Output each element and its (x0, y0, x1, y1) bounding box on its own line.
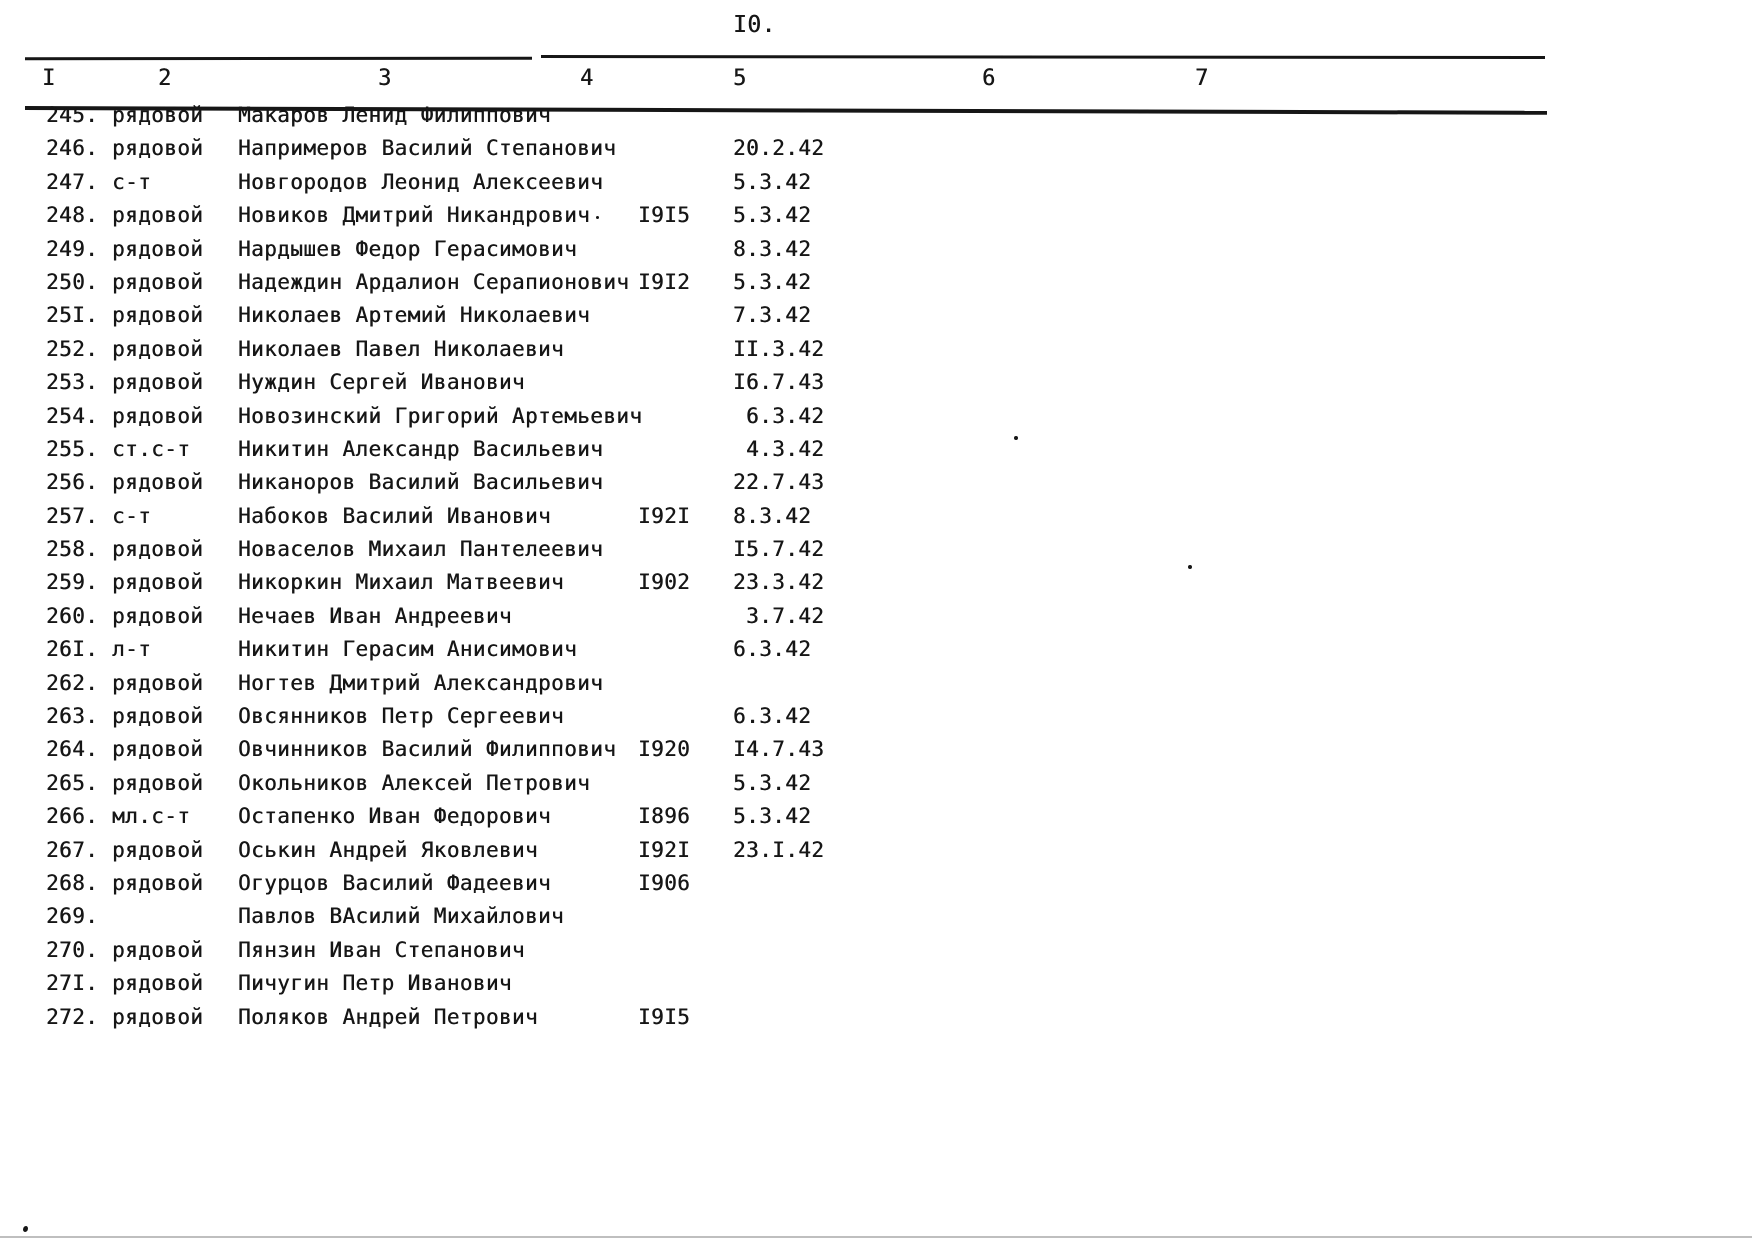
table-row (0, 333, 1752, 366)
column-header-2: 2 (158, 66, 172, 91)
birth-year-cell: I92I (638, 503, 691, 528)
full-name-cell: Ногтев Дмитрий Александрович (238, 670, 604, 695)
table-row (0, 166, 1752, 199)
row-number-cell: 252. (46, 336, 99, 361)
full-name-cell: Никитин Герасим Анисимович (238, 637, 578, 662)
rank-cell: рядовой (112, 470, 204, 495)
date-cell: 3.7.42 (733, 603, 825, 628)
column-header-4: 4 (580, 66, 594, 91)
row-number-cell: 260. (46, 603, 99, 628)
row-number-cell: 26I. (46, 637, 99, 662)
full-name-cell: Пянзин Иван Степанович (238, 937, 525, 962)
row-number-cell: 263. (46, 704, 99, 729)
row-number-cell: 264. (46, 737, 99, 762)
row-number-cell: 257. (46, 503, 99, 528)
table-row (0, 700, 1752, 733)
rank-cell: рядовой (112, 103, 204, 127)
table-row (0, 934, 1752, 967)
rank-cell: рядовой (112, 770, 204, 795)
rank-cell: рядовой (112, 837, 204, 862)
date-cell: I6.7.43 (733, 370, 825, 395)
rank-cell: рядовой (112, 537, 204, 562)
rank-cell: с-т (112, 503, 152, 528)
row-number-cell: 249. (46, 236, 99, 261)
row-number-cell: 265. (46, 770, 99, 795)
full-name-cell: Окольников Алексей Петрович (238, 770, 591, 795)
date-cell: 6.3.42 (733, 704, 812, 729)
birth-year-cell: I92I (638, 837, 691, 862)
full-name-cell: Никитин Александр Васильевич (238, 436, 604, 461)
full-name-cell: Овсянников Петр Сергеевич (238, 704, 565, 729)
rank-cell: мл.с-т (112, 804, 191, 829)
row-number-cell: 255. (46, 436, 99, 461)
rank-cell: л-т (112, 637, 152, 662)
table-row (0, 132, 1752, 165)
row-number-cell: 269. (46, 904, 99, 929)
table-row (0, 566, 1752, 599)
rank-cell: рядовой (112, 370, 204, 395)
date-cell: II.3.42 (733, 336, 825, 361)
rank-cell: рядовой (112, 870, 204, 895)
date-cell: 6.3.42 (733, 403, 825, 428)
table-row (0, 266, 1752, 299)
row-number-cell: 272. (46, 1004, 99, 1029)
date-cell: 4.3.42 (733, 436, 825, 461)
row-number-cell: 250. (46, 269, 99, 294)
full-name-cell: Никаноров Василий Васильевич (238, 470, 604, 495)
rank-cell: рядовой (112, 236, 204, 261)
birth-year-cell: I906 (638, 870, 691, 895)
row-number-cell: 248. (46, 203, 99, 228)
date-cell: 5.3.42 (733, 203, 812, 228)
table-row (0, 900, 1752, 933)
table-row (0, 967, 1752, 1000)
rank-cell: рядовой (112, 303, 204, 328)
rank-cell: рядовой (112, 737, 204, 762)
full-name-cell: Николаев Артемий Николаевич (238, 303, 591, 328)
row-number-cell: 253. (46, 370, 99, 395)
rank-cell: рядовой (112, 1004, 204, 1029)
full-name-cell: Новиков Дмитрий Никандрович (238, 203, 591, 228)
full-name-cell: Остапенко Иван Федорович (238, 804, 552, 829)
date-cell: 6.3.42 (733, 637, 812, 662)
scan-speck (1188, 565, 1192, 569)
rank-cell: ст.с-т (112, 436, 191, 461)
date-cell: 7.3.42 (733, 303, 812, 328)
scan-speck (596, 216, 599, 219)
birth-year-cell: I9I5 (638, 1004, 691, 1029)
row-number-cell: 245. (46, 103, 99, 127)
full-name-cell: Огурцов Василий Фадеевич (238, 870, 552, 895)
birth-year-cell: I902 (638, 570, 691, 595)
birth-year-cell: I920 (638, 737, 691, 762)
header-top-rule-right (541, 55, 1545, 59)
date-cell: 20.2.42 (733, 136, 825, 161)
rank-cell: с-т (112, 169, 152, 194)
table-row (0, 433, 1752, 466)
row-number-cell: 262. (46, 670, 99, 695)
scan-speck (23, 1226, 28, 1232)
date-cell: 8.3.42 (733, 236, 812, 261)
full-name-cell: Никоркин Михаил Матвеевич (238, 570, 565, 595)
full-name-cell: Поляков Андрей Петрович (238, 1004, 538, 1029)
date-cell: 23.3.42 (733, 570, 825, 595)
full-name-cell: Макаров Ленид Филиппович (238, 103, 552, 127)
table-row (0, 834, 1752, 867)
date-cell: 5.3.42 (733, 269, 812, 294)
table-row (0, 299, 1752, 332)
date-cell: 5.3.42 (733, 804, 812, 829)
rank-cell: рядовой (112, 670, 204, 695)
rank-cell: рядовой (112, 336, 204, 361)
row-number-cell: 258. (46, 537, 99, 562)
full-name-cell: Новаселов Михаил Пантелеевич (238, 537, 604, 562)
rank-cell: рядовой (112, 203, 204, 228)
date-cell: 5.3.42 (733, 169, 812, 194)
rank-cell: рядовой (112, 136, 204, 161)
table-row (0, 233, 1752, 266)
rank-cell: рядовой (112, 603, 204, 628)
table-row (0, 466, 1752, 499)
row-number-cell: 27I. (46, 971, 99, 996)
column-header-1: I (42, 66, 56, 91)
full-name-cell: Надеждин Ардалион Серапионович (238, 269, 630, 294)
table-row (0, 667, 1752, 700)
birth-year-cell: I9I2 (638, 269, 691, 294)
date-cell: 23.I.42 (733, 837, 825, 862)
table-row (0, 400, 1752, 433)
date-cell: 5.3.42 (733, 770, 812, 795)
row-number-cell: 254. (46, 403, 99, 428)
table-row (0, 767, 1752, 800)
row-number-cell: 267. (46, 837, 99, 862)
rank-cell: рядовой (112, 403, 204, 428)
table-row (0, 600, 1752, 633)
table-row (0, 1001, 1752, 1034)
row-number-cell: 247. (46, 169, 99, 194)
date-cell: I4.7.43 (733, 737, 825, 762)
birth-year-cell: I896 (638, 804, 691, 829)
full-name-cell: Нечаев Иван Андреевич (238, 603, 512, 628)
row-number-cell: 268. (46, 870, 99, 895)
full-name-cell: Оськин Андрей Яковлевич (238, 837, 538, 862)
column-header-6: 6 (982, 66, 996, 91)
full-name-cell: Овчинников Василий Филиппович (238, 737, 617, 762)
row-number-cell: 256. (46, 470, 99, 495)
table-row (0, 733, 1752, 766)
column-header-3: 3 (378, 66, 392, 91)
full-name-cell: Новгородов Леонид Алексеевич (238, 169, 604, 194)
row-number-cell: 246. (46, 136, 99, 161)
table-body (0, 99, 1752, 1034)
header-top-rule-left (25, 57, 532, 60)
table-row (0, 800, 1752, 833)
page-number: I0. (733, 12, 776, 38)
rank-cell: рядовой (112, 971, 204, 996)
full-name-cell: Павлов ВАсилий Михайлович (238, 904, 565, 929)
rank-cell: рядовой (112, 937, 204, 962)
table-row (0, 633, 1752, 666)
full-name-cell: Нуждин Сергей Иванович (238, 370, 525, 395)
rank-cell: рядовой (112, 704, 204, 729)
row-number-cell: 25I. (46, 303, 99, 328)
birth-year-cell: I9I5 (638, 203, 691, 228)
table-row (0, 366, 1752, 399)
row-number-cell: 259. (46, 570, 99, 595)
full-name-cell: Напримеров Василий Степанович (238, 136, 617, 161)
full-name-cell: Пичугин Петр Иванович (238, 971, 512, 996)
full-name-cell: Набоков Василий Иванович (238, 503, 552, 528)
scan-speck (1014, 436, 1018, 440)
full-name-cell: Новозинский Григорий Артемьевич (238, 403, 643, 428)
page-bottom-edge (0, 1236, 1752, 1238)
column-header-5: 5 (733, 66, 747, 91)
rank-cell: рядовой (112, 269, 204, 294)
rank-cell: рядовой (112, 570, 204, 595)
table-row (0, 500, 1752, 533)
row-number-cell: 270. (46, 937, 99, 962)
column-header-7: 7 (1195, 66, 1209, 91)
row-number-cell: 266. (46, 804, 99, 829)
date-cell: I5.7.42 (733, 537, 825, 562)
full-name-cell: Нардышев Федор Герасимович (238, 236, 578, 261)
date-cell: 8.3.42 (733, 503, 812, 528)
full-name-cell: Николаев Павел Николаевич (238, 336, 565, 361)
table-row (0, 533, 1752, 566)
date-cell: 22.7.43 (733, 470, 825, 495)
table-row (0, 867, 1752, 900)
table-row (0, 99, 1752, 132)
table-row (0, 199, 1752, 232)
